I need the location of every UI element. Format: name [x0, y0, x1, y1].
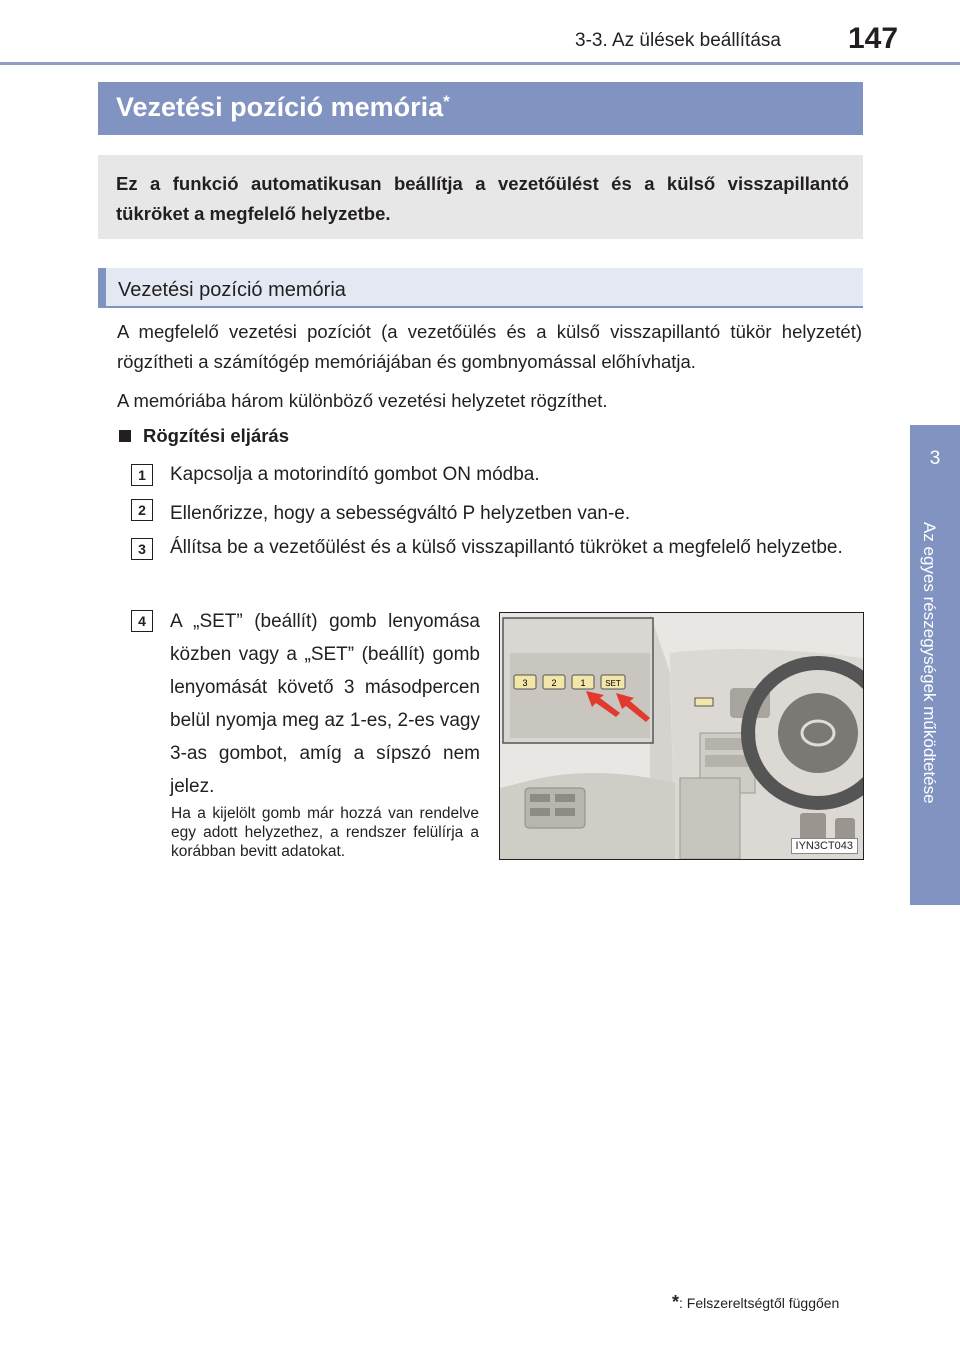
page-number: 147 — [848, 22, 899, 55]
section-title-bar — [98, 82, 863, 135]
asterisk-icon: * — [443, 92, 450, 111]
header-rule — [0, 62, 960, 65]
footnote — [672, 1292, 839, 1313]
memory-button-label: 2 — [551, 678, 557, 688]
memory-button-label: 3 — [522, 678, 528, 688]
memory-button-label: 1 — [580, 678, 586, 688]
step-number: 1 — [131, 464, 153, 486]
procedure-heading — [119, 425, 289, 447]
car-interior-illustration — [499, 612, 864, 860]
paragraph: A memóriába három különböző vezetési helyzetet rögzíthet. — [117, 390, 608, 411]
car-interior-drawing — [500, 613, 863, 859]
step-number: 2 — [131, 499, 153, 521]
step-text: Állítsa be a vezetőülést és a külső visszapillantó tükröket a megfelelő helyzetbe. — [170, 537, 843, 558]
chapter-number: 3 — [929, 448, 941, 469]
step-text: A „SET” (beállít) gomb lenyomása közben vagy a „SET” (beállít) gomb lenyomását követő 3 másodpercen belül nyomja meg az 1-es, 2-es vagy 3-as gombot, amíg a sípszó nem jelez. — [170, 611, 480, 797]
step-number: 4 — [131, 610, 153, 632]
procedure-heading-text: Rögzítési eljárás — [143, 425, 290, 446]
chapter-title-text: Az egyes részegységek működtetése — [920, 522, 939, 804]
header-section-title: 3-3. Az ülések beállítása — [575, 30, 781, 51]
memory-button-label: SET — [605, 679, 621, 688]
step-number: 3 — [131, 538, 153, 560]
subheading: Vezetési pozíció memória — [118, 279, 346, 301]
section-title-text: Vezetési pozíció memória — [116, 92, 444, 122]
paragraph: A megfelelő vezetési pozíciót (a vezetőülés és a külső visszapillantó tükör helyzetét) rögzítheti a számítógép memóriájában és gombnyomással előhívhatja. — [117, 321, 862, 372]
illustration-code: IYN3CT043 — [791, 838, 858, 854]
step-text: Kapcsolja a motorindító gombot ON módba. — [170, 464, 540, 485]
step-text: Ellenőrizze, hogy a sebességváltó P helyzetben van-e. — [170, 503, 631, 524]
subheading-accent — [98, 268, 106, 308]
procedure-note: Ha a kijelölt gomb már hozzá van rendelve egy adott helyzethez, a rendszer felülírja a korábban bevitt adatokat. — [171, 805, 479, 860]
intro-text: Ez a funkció automatikusan beállítja a vezetőülést és a külső visszapillantó tükröket a megfelelő helyzetbe. — [116, 173, 849, 224]
asterisk-icon: * — [672, 1292, 680, 1312]
section-title — [116, 92, 450, 123]
footnote-text: : Felszereltségtől függően — [679, 1295, 840, 1311]
chapter-title-vertical — [919, 522, 949, 892]
intro-box — [98, 155, 863, 239]
